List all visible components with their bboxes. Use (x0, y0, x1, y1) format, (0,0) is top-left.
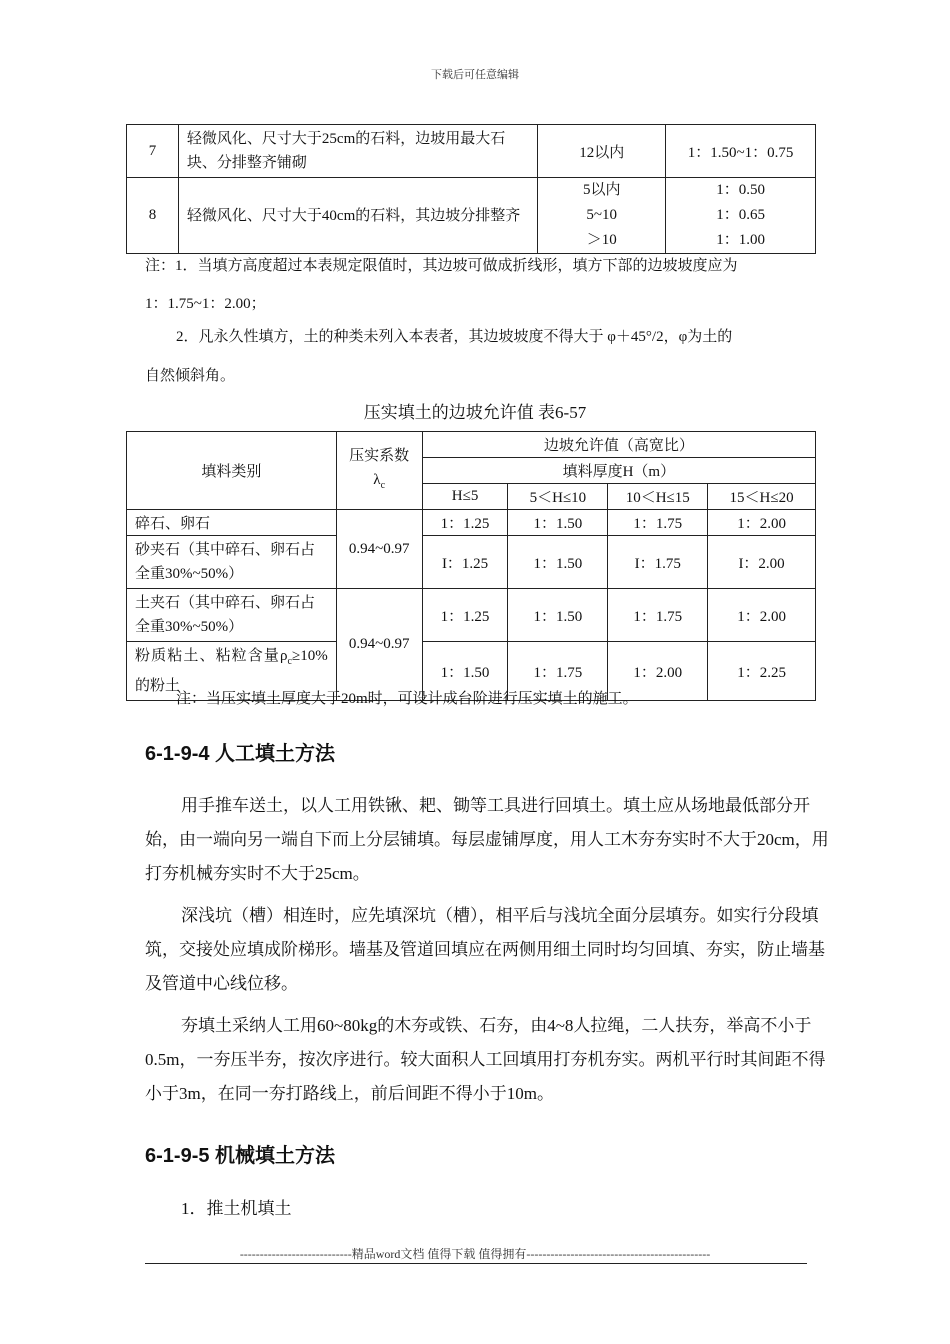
table-row (127, 178, 816, 254)
slope-value: 1：1.50 (508, 510, 608, 536)
paragraph: 深浅坑（槽）相连时，应先填深坑（槽），相平后与浅坑全面分层填夯。如实行分段填筑，交接处应填成阶梯形。墙基及管道回填应在两侧用细土同时均匀回填、夯实，防止墙基及管道中心线位移。 (145, 906, 825, 993)
column-header: 15＜H≤20 (708, 484, 816, 510)
table-row (127, 589, 816, 642)
header-slope-allowance: 边坡允许值（高宽比） (422, 432, 815, 458)
coefficient-label: 压实系数 (349, 447, 410, 464)
slope-value: I：2.00 (708, 536, 816, 589)
slope-value: 1：1.50 (508, 536, 608, 589)
section-title: 6-1-9-4 人工填土方法 (145, 743, 336, 765)
material-description: 轻微风化、尺寸大于25cm的石料，边坡用最大石块、分排整齐铺砌 (178, 125, 537, 178)
slope-value: 1：1.50 (422, 642, 508, 701)
slope-value: 1：2.25 (708, 642, 816, 701)
column-header: 5＜H≤10 (508, 484, 608, 510)
note-line: 注：1．当填方高度超过本表规定限值时，其边坡可做成折线形，填方下部的边坡坡度应为 (145, 258, 738, 274)
table-row (127, 510, 816, 536)
slope-value: 1：2.00 (608, 642, 708, 701)
page-header: 下载后可任意编辑 (431, 69, 519, 81)
fill-type: 粉质粘土、粘粒含量$\rho_c\ge 10\%$的粉土 (127, 642, 337, 701)
header-compaction-coefficient (336, 432, 422, 510)
slope-value: 1：1.75 (608, 510, 708, 536)
slope-value: I：1.25 (422, 536, 508, 589)
table-row (127, 125, 816, 178)
slope-ratio-list (666, 178, 816, 254)
fill-slope-table-continued (126, 124, 816, 254)
header-fill-thickness: 填料厚度H（m） (422, 458, 815, 484)
slope-ratio: 1：0.50 (716, 182, 765, 198)
column-header: 10＜H≤15 (608, 484, 708, 510)
fill-type: 碎石、卵石 (127, 510, 337, 536)
fill-type: 土夹石（其中碎石、卵石占全重30%~50%） (127, 589, 337, 642)
section-title: 6-1-9-5 机械填土方法 (145, 1145, 336, 1167)
compaction-coefficient: 0.94~0.97 (336, 510, 422, 589)
page-footer: ----------------------------精品word文档 值得下载 值得拥有---------------------------------------------- (239, 1247, 711, 1261)
fill-height: 5以内 (582, 182, 621, 198)
slope-ratio: 1：0.65 (716, 207, 765, 223)
slope-ratio: 1：1.00 (716, 232, 765, 248)
slope-value: 1：1.75 (608, 589, 708, 642)
slope-value: 1：1.25 (422, 589, 508, 642)
slope-ratio: 1：1.50~1：0.75 (666, 125, 816, 178)
note-line: 自然倾斜角。 (145, 368, 236, 384)
row-number: 7 (127, 125, 179, 178)
slope-value: I：1.75 (608, 536, 708, 589)
footer-rule (145, 1263, 807, 1264)
header-fill-type: 填料类别 (127, 432, 337, 510)
table-note: 注：当压实填土厚度大于20m时，可设计成台阶进行压实填土的施工。 (176, 691, 638, 707)
slope-value: 1：1.50 (508, 589, 608, 642)
fill-height: 5~10 (586, 207, 618, 223)
compacted-fill-slope-table (126, 431, 816, 701)
note-line: 2．凡永久性填方，土的种类未列入本表者，其边坡坡度不得大于 φ＋45°/2，φ为土的 (176, 329, 733, 345)
slope-value: 1：2.00 (708, 510, 816, 536)
material-description: 轻微风化、尺寸大于40cm的石料，其边坡分排整齐 (178, 178, 537, 254)
fill-height: 12以内 (538, 125, 666, 178)
fill-height-list (538, 178, 666, 254)
slope-value: 1：2.00 (708, 589, 816, 642)
row-number: 8 (127, 178, 179, 254)
compaction-coefficient: 0.94~0.97 (336, 589, 422, 701)
list-item: 1．推土机填土 (181, 1199, 292, 1218)
coefficient-symbol: $\lambda_c$ (373, 471, 386, 491)
note-line: 1：1.75~1：2.00； (145, 296, 266, 312)
table-caption: 压实填土的边坡允许值 表6-57 (363, 403, 587, 422)
column-header: H≤5 (422, 484, 508, 510)
paragraph: 夯填土采纳人工用60~80kg的木夯或铁、石夯，由4~8人拉绳，二人扶夯，举高不小于0.5m，一夯压半夯，按次序进行。较大面积人工回填用打夯机夯实。两机平行时其间距不得小于3m，在同一夯打路线上，前后间距不得小于10m。 (145, 1016, 826, 1103)
paragraph: 用手推车送土，以人工用铁锹、耙、锄等工具进行回填土。填土应从场地最低部分开始，由一端向另一端自下而上分层铺填。每层虚铺厚度，用人工木夯夯实时不大于20cm，用打夯机械夯实时不大于25cm。 (145, 796, 829, 883)
table-row (127, 536, 816, 589)
fill-height: ＞10 (586, 232, 617, 248)
slope-value: 1：1.25 (422, 510, 508, 536)
slope-value: 1：1.75 (508, 642, 608, 701)
fill-type: 砂夹石（其中碎石、卵石占全重30%~50%） (127, 536, 337, 589)
